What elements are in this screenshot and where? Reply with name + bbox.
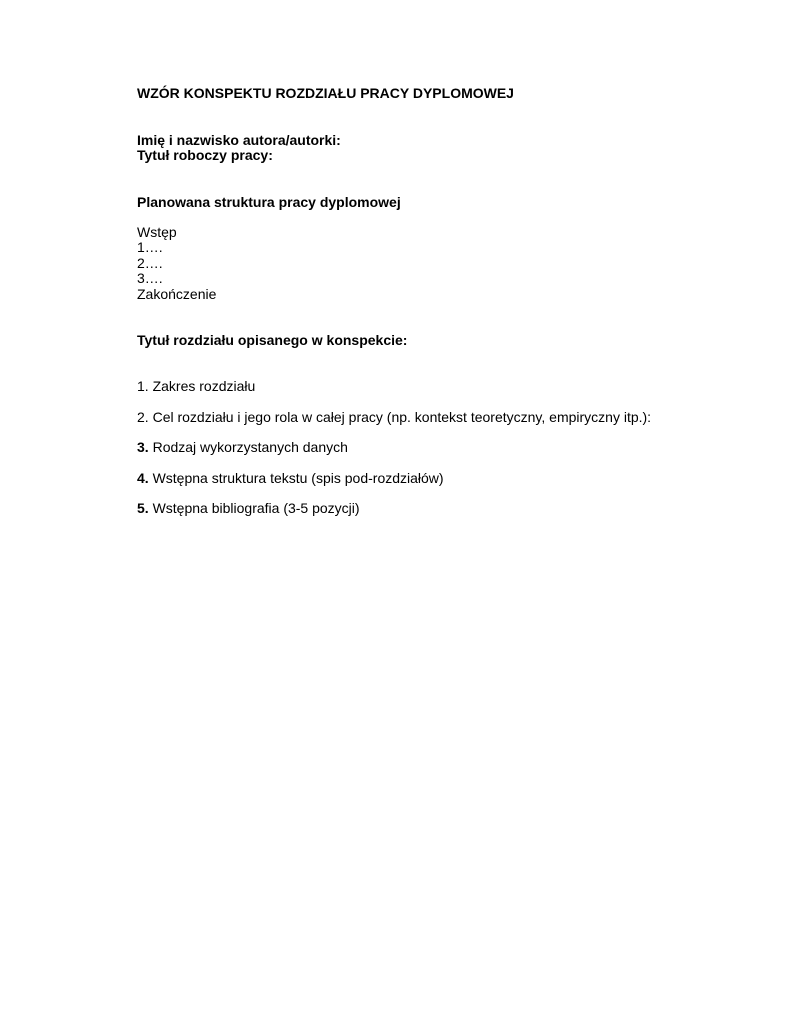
work-title-label: Tytuł roboczy pracy: [137,147,273,163]
section-text: Rodzaj wykorzystanych danych [148,439,348,455]
section-number: 1. [137,378,149,394]
structure-item-conclusion: Zakończenie [137,286,217,302]
structure-item-1: 1…. [137,239,163,255]
chapter-title-label: Tytuł rozdziału opisanego w konspekcie: [137,332,408,348]
structure-item-3: 3…. [137,270,163,286]
section-item [137,440,348,456]
section-item [137,410,651,426]
section-number: 5. [137,500,149,516]
section-number: 4. [137,470,149,486]
section-text: Zakres rozdziału [148,378,256,394]
structure-item-2: 2…. [137,255,163,271]
section-text: Cel rozdziału i jego rola w całej pracy (np. kontekst teoretyczny, empiryczny itp.): [148,409,652,425]
structure-heading: Planowana struktura pracy dyplomowej [137,194,401,210]
section-number: 3. [137,439,149,455]
section-item [137,501,360,517]
document-title: WZÓR KONSPEKTU ROZDZIAŁU PRACY DYPLOMOWEJ [137,85,514,101]
section-text: Wstępna bibliografia (3-5 pozycji) [148,500,360,516]
section-item [137,471,444,487]
section-number: 2. [137,409,149,425]
section-text: Wstępna struktura tekstu (spis pod-rozdziałów) [148,470,444,486]
author-label: Imię i nazwisko autora/autorki: [137,132,341,148]
structure-item-intro: Wstęp [137,224,177,240]
section-item [137,379,255,395]
